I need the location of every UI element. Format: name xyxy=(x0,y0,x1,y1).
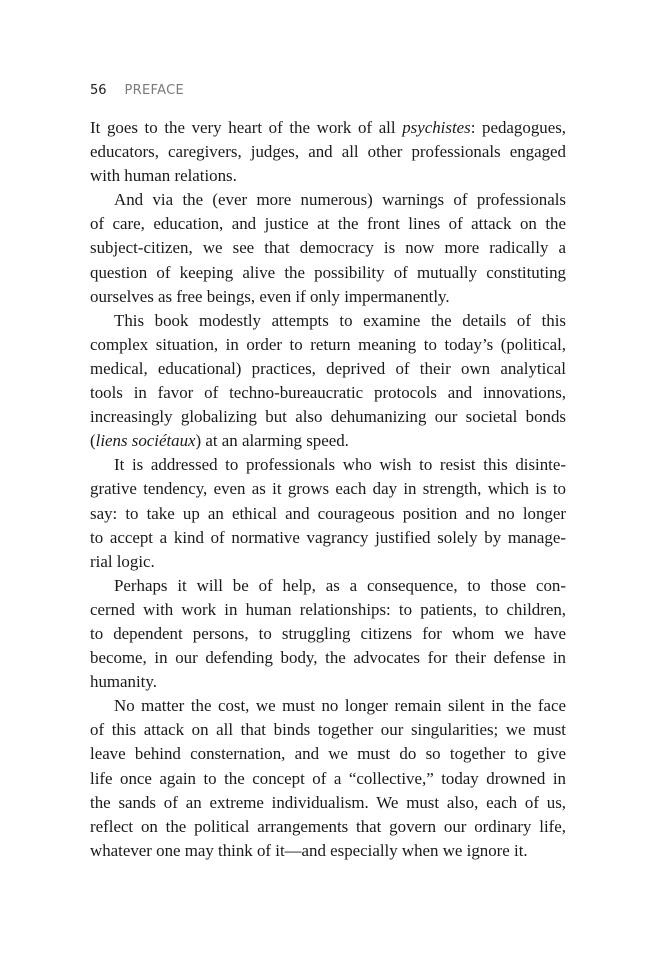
text-line xyxy=(90,526,566,550)
text-run: leave behind consternation, and we must do so together to give xyxy=(90,744,566,764)
text-run: to dependent persons, to struggling citizens for whom we have xyxy=(90,623,566,643)
text-line xyxy=(90,381,566,405)
text-line xyxy=(90,502,566,526)
text-line xyxy=(90,309,566,333)
text-run: This book modestly attempts to examine the details of this xyxy=(114,310,566,330)
text-line xyxy=(90,574,566,598)
text-line xyxy=(90,405,566,429)
text-run: tools in favor of techno-bureaucratic protocols and innovations, xyxy=(90,383,566,403)
text-run: ( xyxy=(90,431,96,451)
text-line xyxy=(90,429,566,453)
text-run: reflect on the political arrangements that govern our ordinary life, xyxy=(90,816,566,836)
text-line xyxy=(90,791,566,815)
text-run: And via the (ever more numerous) warnings of professionals xyxy=(114,190,566,210)
page-number: 56 xyxy=(90,83,107,98)
text-line xyxy=(90,333,566,357)
text-run: of care, education, and justice at the front lines of attack on the xyxy=(90,214,566,234)
text-line xyxy=(90,164,566,188)
text-line xyxy=(90,670,566,694)
text-run: increasingly globalizing but also dehumanizing our societal bonds xyxy=(90,407,566,427)
text-run: Perhaps it will be of help, as a consequence, to those con- xyxy=(114,575,566,595)
text-run: It is addressed to professionals who wish to resist this disinte- xyxy=(114,455,566,475)
text-line xyxy=(90,718,566,742)
text-run: humanity. xyxy=(90,672,157,692)
text-line xyxy=(90,598,566,622)
text-line xyxy=(90,767,566,791)
text-line xyxy=(90,140,566,164)
text-line xyxy=(90,646,566,670)
running-head xyxy=(90,82,184,100)
text-run: : pedagogues, xyxy=(470,118,567,137)
text-line xyxy=(90,357,566,381)
text-line xyxy=(90,285,566,309)
text-run: grative tendency, even as it grows each day in strength, which is to xyxy=(90,479,566,499)
text-run: complex situation, in order to return meaning to today’s (political, xyxy=(90,334,566,354)
text-run: become, in our defending body, the advocates for their defense in xyxy=(90,648,566,668)
text-run: the sands of an extreme individualism. We must also, each of us, xyxy=(90,792,566,812)
text-line xyxy=(90,550,566,574)
text-line xyxy=(90,839,566,863)
text-run: of this attack on all that binds together our singularities; we must xyxy=(90,720,566,740)
text-run: medical, educational) practices, deprived of their own analytical xyxy=(90,358,566,378)
text-line xyxy=(90,261,566,285)
text-run: No matter the cost, we must no longer remain silent in the face xyxy=(114,696,566,716)
text-line xyxy=(90,116,566,140)
text-line xyxy=(90,236,566,260)
text-line xyxy=(90,212,566,236)
text-run: ) at an alarming speed. xyxy=(195,431,349,451)
section-title: PREFACE xyxy=(124,83,184,98)
body-text xyxy=(90,116,566,863)
text-run: with human relations. xyxy=(90,166,237,186)
text-run: to accept a kind of normative vagrancy justified solely by manage- xyxy=(90,527,566,547)
text-run: rial logic. xyxy=(90,551,155,571)
text-run: It goes to the very heart of the work of all xyxy=(90,118,403,137)
text-run: ourselves as free beings, even if only impermanently. xyxy=(90,286,450,306)
text-run: question of keeping alive the possibility of mutually constituting xyxy=(90,262,566,282)
text-line xyxy=(90,622,566,646)
text-line xyxy=(90,477,566,501)
italic-text: liens sociétaux xyxy=(95,431,196,451)
text-run: say: to take up an ethical and courageous position and no longer xyxy=(90,503,566,523)
text-run: subject-citizen, we see that democracy is now more radically a xyxy=(90,238,566,258)
text-run: life once again to the concept of a “collective,” today drowned in xyxy=(90,768,566,788)
text-run: cerned with work in human relationships: to patients, to children, xyxy=(90,599,566,619)
text-line xyxy=(90,694,566,718)
text-run: whatever one may think of it—and especially when we ignore it. xyxy=(90,840,528,860)
text-line xyxy=(90,742,566,766)
text-run: educators, caregivers, judges, and all other professionals engaged xyxy=(90,142,566,162)
italic-text: psychistes xyxy=(402,118,471,137)
text-line xyxy=(90,815,566,839)
text-line xyxy=(90,188,566,212)
text-line xyxy=(90,453,566,477)
